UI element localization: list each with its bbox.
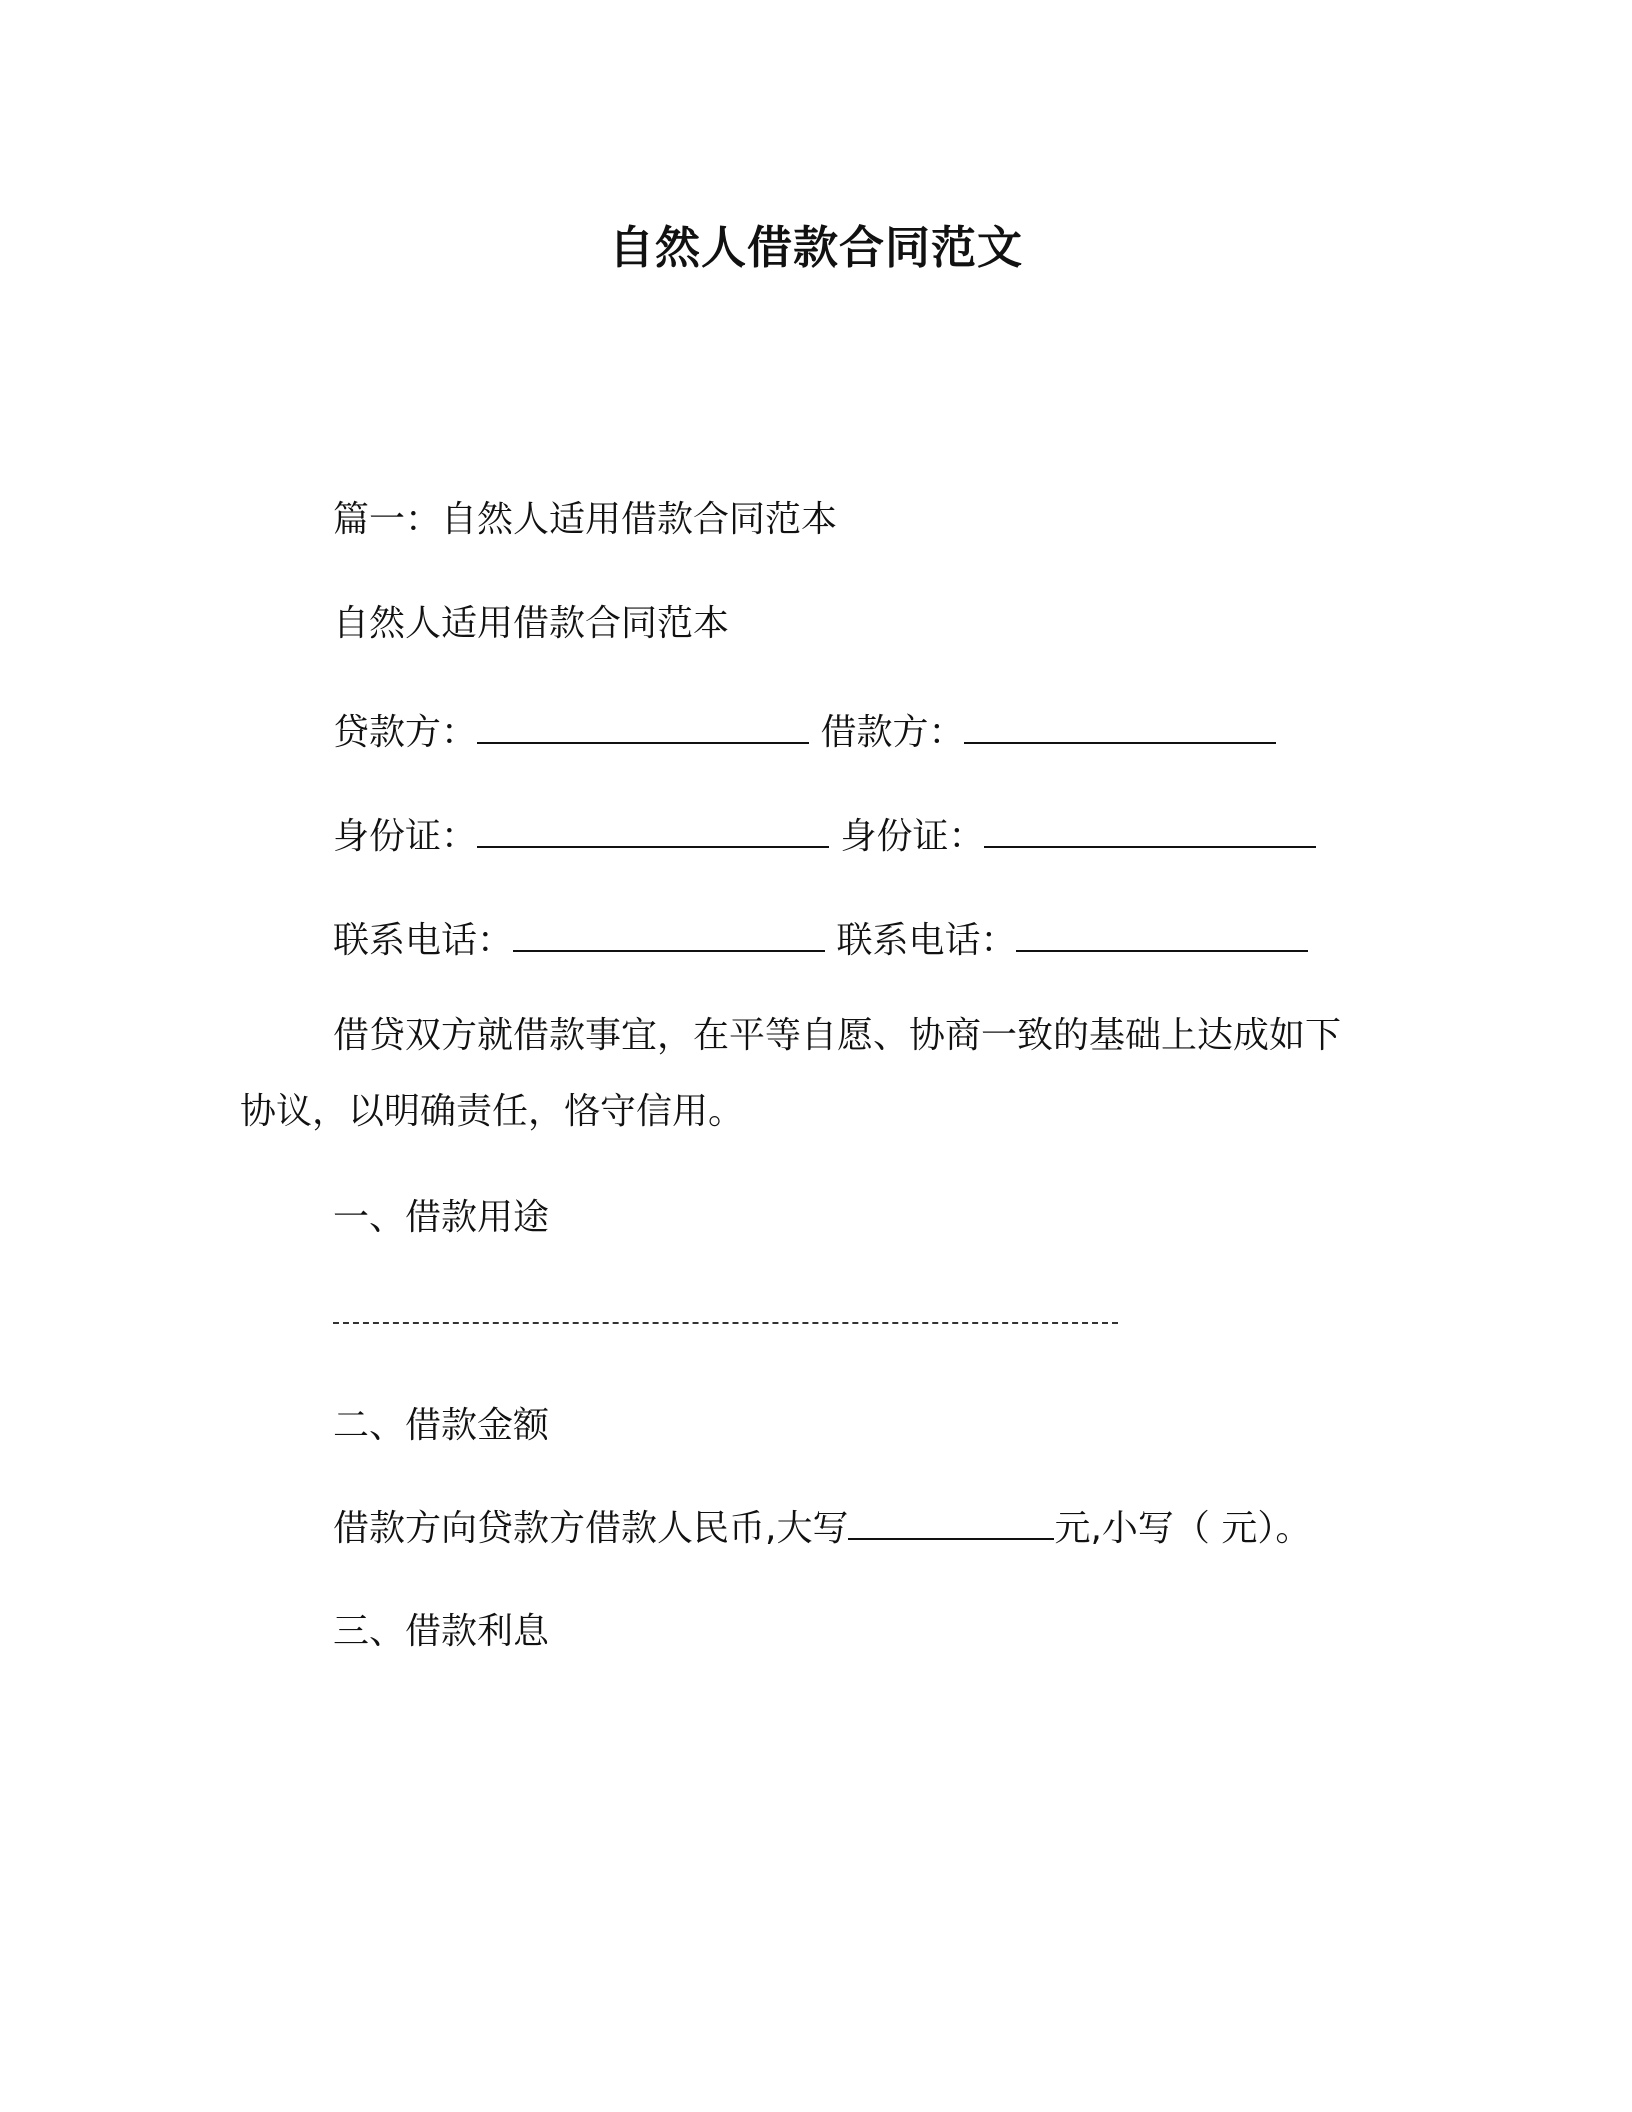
amount-blank (848, 1504, 1054, 1540)
borrower-phone-label: 联系电话： (836, 920, 1017, 961)
subtitle: 自然人适用借款合同范本 (333, 603, 730, 644)
clause3-heading: 三、借款利息 (333, 1611, 550, 1652)
lender-label: 贷款方： (333, 712, 478, 753)
borrower-blank (964, 708, 1276, 744)
lender-borrower-row (333, 708, 1276, 757)
borrower-id-blank (984, 812, 1316, 848)
borrower-id-label: 身份证： (840, 816, 985, 857)
purpose-dashed-line (333, 1322, 1118, 1324)
lender-id-blank (477, 812, 829, 848)
intro-paragraph-line1: 借贷双方就借款事宜，在平等自愿、协商一致的基础上达成如下 (333, 1015, 1342, 1056)
lender-blank (477, 708, 809, 744)
borrower-label: 借款方： (820, 712, 965, 753)
id-row (333, 812, 1316, 861)
phone-row (333, 916, 1308, 965)
document-title: 自然人借款合同范文 (608, 221, 1023, 274)
borrower-phone-blank (1016, 916, 1308, 952)
clause2-amount-line (333, 1504, 1311, 1553)
clause2-heading: 二、借款金额 (333, 1405, 550, 1446)
section-heading: 篇一：自然人适用借款合同范本 (333, 499, 838, 540)
lender-phone-label: 联系电话： (333, 920, 514, 961)
clause1-heading: 一、借款用途 (333, 1197, 550, 1238)
intro-paragraph-line2: 协议，以明确责任，恪守信用。 (240, 1091, 745, 1132)
lender-phone-blank (513, 916, 825, 952)
clause2-text-after: 元,小写（ 元）。 (1054, 1508, 1312, 1549)
lender-id-label: 身份证： (333, 816, 478, 857)
clause2-text-before: 借款方向贷款方借款人民币,大写 (333, 1508, 849, 1549)
